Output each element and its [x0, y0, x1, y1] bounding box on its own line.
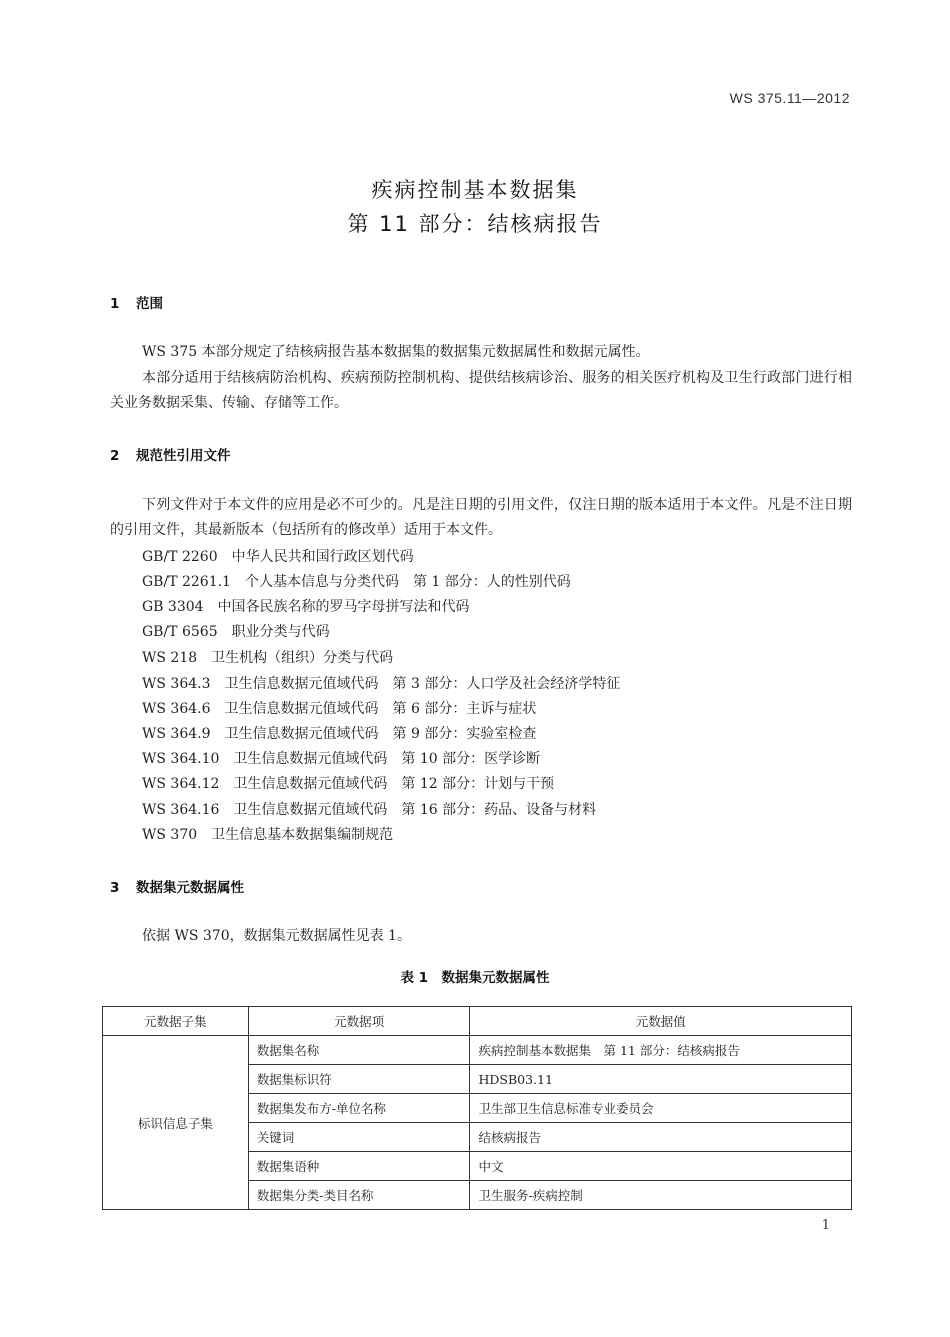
- table-cell-item: 关键词: [248, 1123, 470, 1152]
- reference-code: GB/T 2260: [142, 549, 218, 565]
- reference-code: WS 370: [142, 827, 198, 843]
- reference-title: 中华人民共和国行政区划代码: [231, 549, 414, 565]
- section-title: 规范性引用文件: [136, 448, 231, 464]
- reference-code: WS 364.10: [142, 751, 220, 767]
- reference-item: [142, 773, 554, 793]
- reference-item: [142, 546, 414, 566]
- section-1-paragraph-2: 本部分适用于结核病防治机构、疾病预防控制机构、提供结核病诊治、服务的相关医疗机构及卫生行政部门进行相关业务数据采集、传输、存储等工作。: [110, 370, 852, 411]
- reference-title: 卫生信息数据元值域代码 第 12 部分：计划与干预: [233, 776, 555, 792]
- reference-title: 卫生信息数据元值域代码 第 9 部分：实验室检查: [224, 726, 537, 742]
- table-group-cell: 标识信息子集: [103, 1036, 249, 1210]
- reference-code: WS 364.16: [142, 802, 220, 818]
- table-cell-value: 中文: [470, 1152, 852, 1181]
- section-number: 1: [110, 296, 120, 312]
- reference-title: 卫生信息数据元值域代码 第 3 部分：人口学及社会经济学特征: [224, 676, 621, 692]
- section-number: 3: [110, 880, 120, 896]
- table-cell-value: 结核病报告: [470, 1123, 852, 1152]
- standard-number: WS 375.11—2012: [729, 90, 850, 106]
- table-header-cell: 元数据项: [248, 1007, 470, 1036]
- section-1-paragraph-1: WS 375 本部分规定了结核病报告基本数据集的数据集元数据属性和数据元属性。: [142, 344, 650, 360]
- reference-title: 卫生机构（组织）分类与代码: [211, 650, 394, 666]
- table-caption: 表 1 数据集元数据属性: [400, 970, 550, 986]
- reference-code: GB 3304: [142, 599, 204, 615]
- table-cell-value: HDSB03.11: [470, 1065, 852, 1094]
- table-header-cell: 元数据子集: [103, 1007, 249, 1036]
- table-cell-item: 数据集标识符: [248, 1065, 470, 1094]
- reference-code: GB/T 6565: [142, 624, 218, 640]
- page-number: 1: [821, 1218, 830, 1233]
- table-cell-value: 卫生服务-疾病控制: [470, 1181, 852, 1210]
- section-2-heading: [110, 444, 231, 464]
- section-title: 数据集元数据属性: [136, 880, 244, 896]
- table-header-row: [103, 1007, 852, 1036]
- reference-item: [142, 824, 393, 844]
- reference-title: 职业分类与代码: [231, 624, 330, 640]
- reference-item: [142, 571, 571, 591]
- reference-title: 卫生信息基本数据集编制规范: [211, 827, 394, 843]
- table-cell-value: 卫生部卫生信息标准专业委员会: [470, 1094, 852, 1123]
- metadata-table: [102, 1006, 852, 1210]
- reference-code: WS 364.6: [142, 701, 211, 717]
- table-header-cell: 元数据值: [470, 1007, 852, 1036]
- document-title: 疾病控制基本数据集: [371, 178, 579, 202]
- reference-code: GB/T 2261.1: [142, 574, 231, 590]
- reference-title: 卫生信息数据元值域代码 第 6 部分：主诉与症状: [224, 701, 537, 717]
- table-cell-value: 疾病控制基本数据集 第 11 部分：结核病报告: [470, 1036, 852, 1065]
- section-title: 范围: [136, 296, 163, 312]
- section-3-heading: [110, 876, 244, 896]
- reference-title: 个人基本信息与分类代码 第 1 部分：人的性别代码: [244, 574, 571, 590]
- section-number: 2: [110, 448, 120, 464]
- table-row: [103, 1036, 852, 1065]
- reference-title: 中国各民族名称的罗马字母拼写法和代码: [217, 599, 470, 615]
- reference-item: [142, 698, 536, 718]
- reference-title: 卫生信息数据元值域代码 第 10 部分：医学诊断: [233, 751, 541, 767]
- reference-title: 卫生信息数据元值域代码 第 16 部分：药品、设备与材料: [233, 802, 597, 818]
- table-cell-item: 数据集名称: [248, 1036, 470, 1065]
- reference-item: [142, 596, 470, 616]
- section-1-heading: [110, 292, 163, 312]
- table-cell-item: 数据集分类-类目名称: [248, 1181, 470, 1210]
- section-3-paragraph-1: 依据 WS 370，数据集元数据属性见表 1。: [142, 928, 411, 944]
- table-cell-item: 数据集发布方-单位名称: [248, 1094, 470, 1123]
- reference-item: [142, 748, 540, 768]
- section-2-paragraph-1: 下列文件对于本文件的应用是必不可少的。凡是注日期的引用文件，仅注日期的版本适用于本文件。凡是不注日期的引用文件，其最新版本（包括所有的修改单）适用于本文件。: [110, 497, 852, 538]
- reference-code: WS 364.12: [142, 776, 220, 792]
- document-subtitle: 第 11 部分：结核病报告: [347, 212, 603, 236]
- reference-code: WS 364.9: [142, 726, 211, 742]
- reference-item: [142, 673, 620, 693]
- table-cell-item: 数据集语种: [248, 1152, 470, 1181]
- reference-item: [142, 799, 596, 819]
- reference-code: WS 364.3: [142, 676, 211, 692]
- reference-item: [142, 723, 536, 743]
- reference-item: [142, 621, 330, 641]
- reference-code: WS 218: [142, 650, 198, 666]
- reference-item: [142, 647, 393, 667]
